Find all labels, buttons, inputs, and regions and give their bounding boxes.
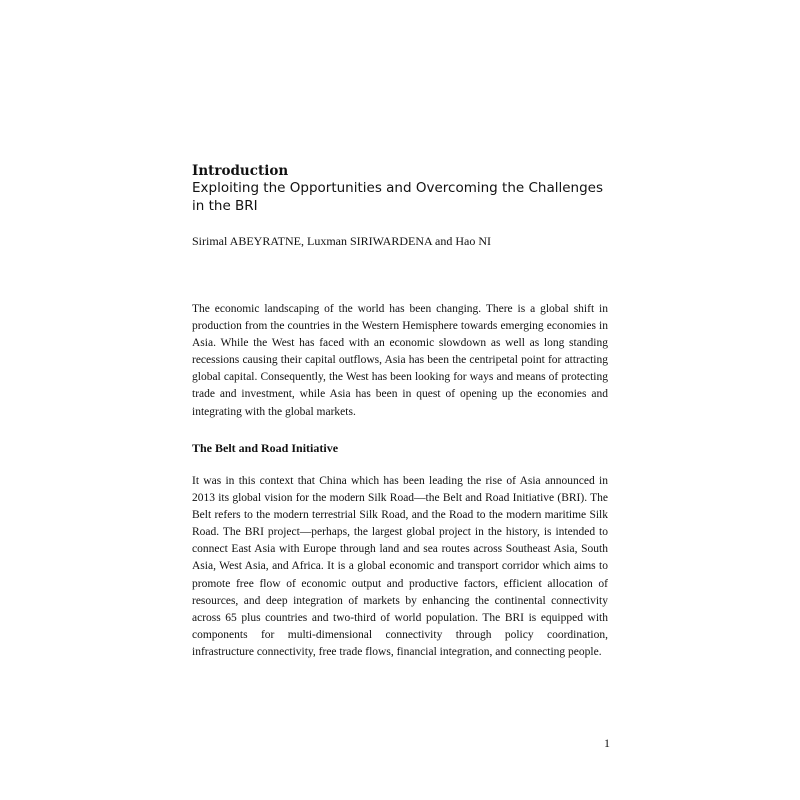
paragraph: The economic landscaping of the world has been changing. There is a global shift in production from the countries in the Western Hemisphere towards emerging economies in Asia. While the West has faced with an economic slowdown as well as long standing recessions causing their capital outflows, Asia has been the centripetal point for attracting global capital. Consequently, the West has been looking for ways and means of protecting trade and investment, while Asia has been in quest of opening up the economies and integrating with the global markets.: [192, 303, 608, 418]
section-heading: The Belt and Road Initiative: [192, 441, 339, 455]
chapter-label: Introduction: [192, 163, 289, 179]
paragraph: It was in this context that China which has been leading the rise of Asia announced in 2013 its global vision for the modern Silk Road—the Belt and Road Initiative (BRI). The Belt refers to the modern terrestrial Silk Road, and the Road to the modern maritime Silk Road. The BRI project—perhaps, the largest global project in the history, is intended to connect East Asia with Europe through land and sea routes across Southeast Asia, South Asia, West Asia, and Africa. It is a global economic and transport corridor which aims to promote free flow of economic output and productive factors, efficient allocation of resources, and deep integration of markets by enhancing the continental connectivity across 65 plus countries and two-third of world population. The BRI is equipped with components for multi-dimensional connectivity through policy coordination, infrastructure connectivity, free trade flows, financial integration, and connecting people.: [192, 475, 608, 658]
chapter-title-line-2: in the BRI: [192, 198, 258, 214]
chapter-title: [192, 179, 612, 215]
chapter-title-line-1: Exploiting the Opportunities and Overcoming the Challenges: [192, 180, 603, 196]
page-number: 1: [604, 736, 610, 750]
authors: Sirimal ABEYRATNE, Luxman SIRIWARDENA and Hao NI: [192, 234, 491, 248]
